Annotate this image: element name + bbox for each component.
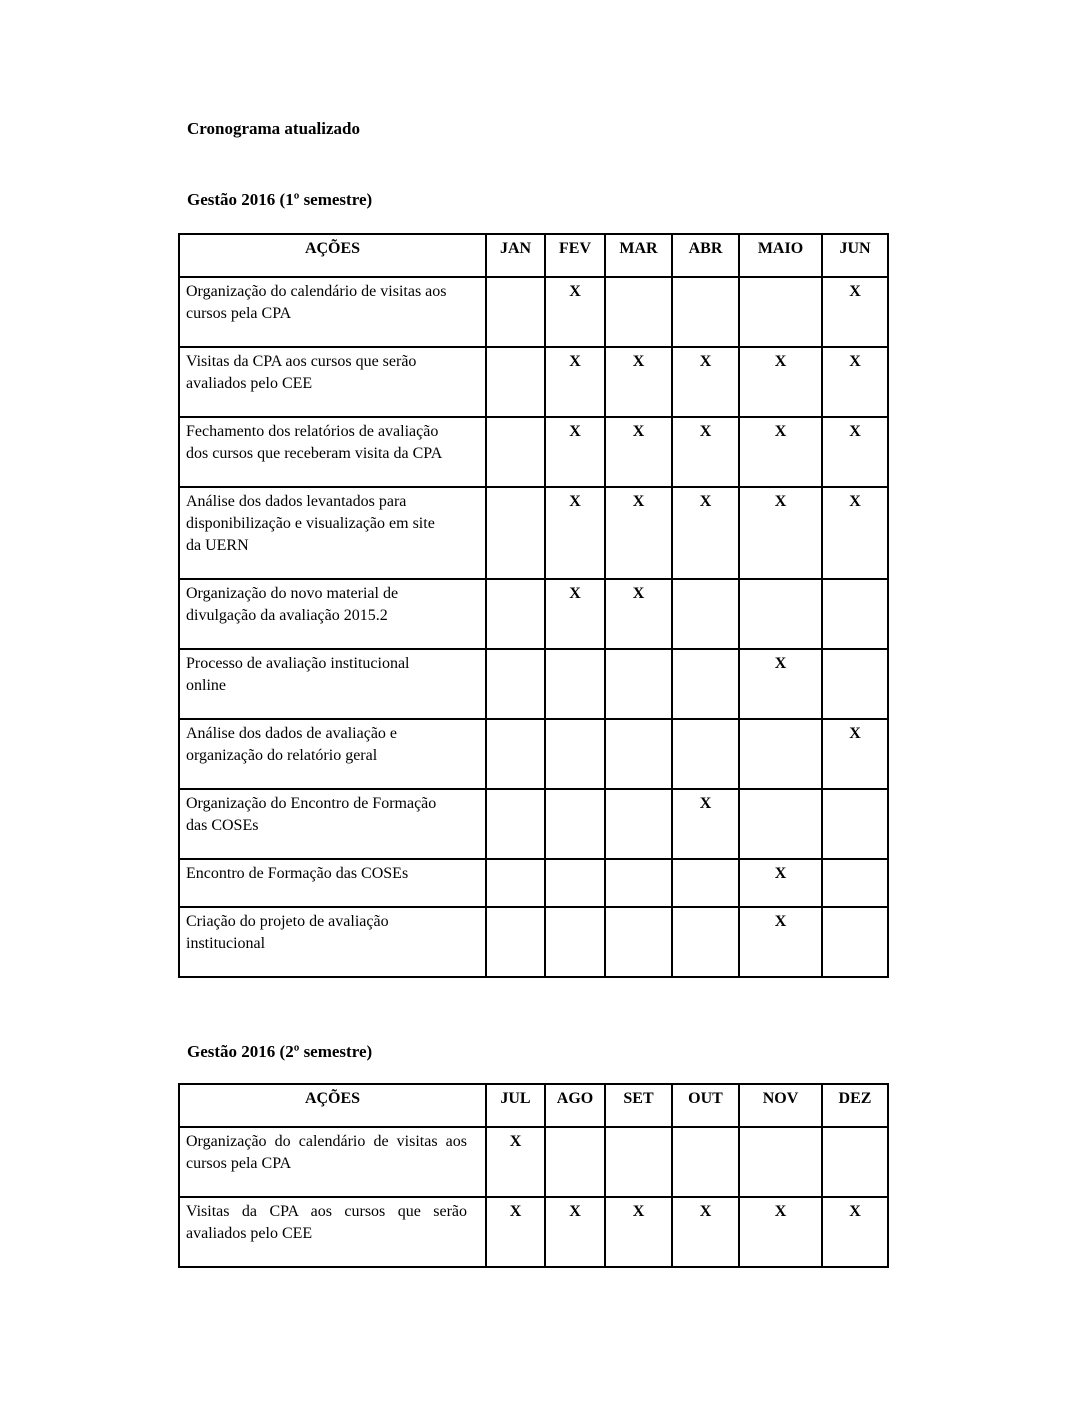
section-heading-semester-2: Gestão 2016 (2º semestre) bbox=[187, 1042, 373, 1061]
column-header-month: NOV bbox=[739, 1084, 822, 1127]
table-row bbox=[179, 649, 888, 719]
month-mark-cell: X bbox=[605, 1197, 672, 1267]
month-empty-cell bbox=[822, 907, 888, 977]
month-empty-cell bbox=[545, 859, 605, 907]
month-mark-cell: X bbox=[672, 487, 739, 579]
month-mark-cell: X bbox=[605, 417, 672, 487]
month-empty-cell bbox=[486, 487, 545, 579]
month-empty-cell bbox=[545, 719, 605, 789]
month-empty-cell bbox=[605, 907, 672, 977]
month-empty-cell bbox=[605, 859, 672, 907]
month-mark-cell: X bbox=[672, 789, 739, 859]
action-cell: Organização do novo material de divulgação da avaliação 2015.2 bbox=[179, 579, 486, 649]
schedule-table-semester-1 bbox=[178, 233, 889, 978]
month-empty-cell bbox=[545, 789, 605, 859]
table-row bbox=[179, 1127, 888, 1197]
action-cell: Visitas da CPA aos cursos que serão avaliados pelo CEE bbox=[179, 1197, 486, 1267]
table-row bbox=[179, 907, 888, 977]
month-empty-cell bbox=[672, 277, 739, 347]
month-empty-cell bbox=[822, 1127, 888, 1197]
month-mark-cell: X bbox=[672, 347, 739, 417]
table-row bbox=[179, 417, 888, 487]
month-mark-cell: X bbox=[605, 347, 672, 417]
table-row bbox=[179, 579, 888, 649]
action-cell: Criação do projeto de avaliação institucional bbox=[179, 907, 486, 977]
month-mark-cell: X bbox=[545, 487, 605, 579]
schedule-table-semester-2 bbox=[178, 1083, 889, 1268]
column-header-month: DEZ bbox=[822, 1084, 888, 1127]
column-header-actions: AÇÕES bbox=[179, 1084, 486, 1127]
month-empty-cell bbox=[672, 719, 739, 789]
month-mark-cell: X bbox=[822, 719, 888, 789]
section-heading-semester-1: Gestão 2016 (1º semestre) bbox=[187, 190, 373, 209]
month-empty-cell bbox=[605, 277, 672, 347]
table-row bbox=[179, 347, 888, 417]
column-header-actions: AÇÕES bbox=[179, 234, 486, 277]
column-header-month: ABR bbox=[672, 234, 739, 277]
action-cell: Análise dos dados levantados para disponibilização e visualização em site da UERN bbox=[179, 487, 486, 579]
table-row bbox=[179, 487, 888, 579]
month-mark-cell: X bbox=[739, 347, 822, 417]
month-mark-cell: X bbox=[822, 417, 888, 487]
month-empty-cell bbox=[672, 579, 739, 649]
month-mark-cell: X bbox=[545, 417, 605, 487]
month-empty-cell bbox=[822, 579, 888, 649]
month-empty-cell bbox=[545, 1127, 605, 1197]
table-row bbox=[179, 277, 888, 347]
column-header-month: OUT bbox=[672, 1084, 739, 1127]
month-empty-cell bbox=[822, 649, 888, 719]
month-mark-cell: X bbox=[822, 487, 888, 579]
month-empty-cell bbox=[822, 789, 888, 859]
table-row bbox=[179, 789, 888, 859]
month-empty-cell bbox=[545, 649, 605, 719]
page-title: Cronograma atualizado bbox=[187, 119, 360, 138]
month-mark-cell: X bbox=[822, 1197, 888, 1267]
month-empty-cell bbox=[486, 579, 545, 649]
month-mark-cell: X bbox=[486, 1127, 545, 1197]
action-cell: Fechamento dos relatórios de avaliação dos cursos que receberam visita da CPA bbox=[179, 417, 486, 487]
month-mark-cell: X bbox=[822, 347, 888, 417]
month-empty-cell bbox=[605, 719, 672, 789]
action-cell: Organização do calendário de visitas aos cursos pela CPA bbox=[179, 277, 486, 347]
month-empty-cell bbox=[672, 859, 739, 907]
month-mark-cell: X bbox=[672, 1197, 739, 1267]
month-empty-cell bbox=[739, 719, 822, 789]
action-cell: Visitas da CPA aos cursos que serão avaliados pelo CEE bbox=[179, 347, 486, 417]
action-cell: Organização do calendário de visitas aos cursos pela CPA bbox=[179, 1127, 486, 1197]
action-cell: Organização do Encontro de Formação das COSEs bbox=[179, 789, 486, 859]
month-empty-cell bbox=[739, 1127, 822, 1197]
column-header-month: JUN bbox=[822, 234, 888, 277]
table-row bbox=[179, 719, 888, 789]
month-empty-cell bbox=[486, 789, 545, 859]
month-empty-cell bbox=[486, 277, 545, 347]
month-mark-cell: X bbox=[605, 579, 672, 649]
month-mark-cell: X bbox=[739, 859, 822, 907]
column-header-month: JUL bbox=[486, 1084, 545, 1127]
month-empty-cell bbox=[605, 649, 672, 719]
table-header-row bbox=[179, 1084, 888, 1127]
month-mark-cell: X bbox=[739, 487, 822, 579]
action-cell: Encontro de Formação das COSEs bbox=[179, 859, 486, 907]
month-mark-cell: X bbox=[605, 487, 672, 579]
column-header-month: AGO bbox=[545, 1084, 605, 1127]
month-mark-cell: X bbox=[739, 649, 822, 719]
table-row bbox=[179, 1197, 888, 1267]
month-empty-cell bbox=[739, 277, 822, 347]
column-header-month: MAIO bbox=[739, 234, 822, 277]
month-empty-cell bbox=[486, 859, 545, 907]
month-empty-cell bbox=[486, 417, 545, 487]
month-mark-cell: X bbox=[822, 277, 888, 347]
month-mark-cell: X bbox=[739, 907, 822, 977]
month-empty-cell bbox=[672, 649, 739, 719]
month-mark-cell: X bbox=[486, 1197, 545, 1267]
month-empty-cell bbox=[486, 347, 545, 417]
month-empty-cell bbox=[486, 719, 545, 789]
table-row bbox=[179, 859, 888, 907]
month-empty-cell bbox=[486, 907, 545, 977]
month-mark-cell: X bbox=[545, 277, 605, 347]
month-empty-cell bbox=[739, 789, 822, 859]
month-empty-cell bbox=[822, 859, 888, 907]
month-mark-cell: X bbox=[545, 1197, 605, 1267]
month-empty-cell bbox=[545, 907, 605, 977]
month-mark-cell: X bbox=[672, 417, 739, 487]
month-mark-cell: X bbox=[545, 579, 605, 649]
month-mark-cell: X bbox=[739, 417, 822, 487]
action-cell: Processo de avaliação institucional online bbox=[179, 649, 486, 719]
month-empty-cell bbox=[672, 1127, 739, 1197]
month-mark-cell: X bbox=[739, 1197, 822, 1267]
month-empty-cell bbox=[486, 649, 545, 719]
action-cell: Análise dos dados de avaliação e organização do relatório geral bbox=[179, 719, 486, 789]
column-header-month: FEV bbox=[545, 234, 605, 277]
column-header-month: JAN bbox=[486, 234, 545, 277]
table-header-row bbox=[179, 234, 888, 277]
month-empty-cell bbox=[739, 579, 822, 649]
month-empty-cell bbox=[672, 907, 739, 977]
month-empty-cell bbox=[605, 789, 672, 859]
column-header-month: MAR bbox=[605, 234, 672, 277]
column-header-month: SET bbox=[605, 1084, 672, 1127]
month-mark-cell: X bbox=[545, 347, 605, 417]
month-empty-cell bbox=[605, 1127, 672, 1197]
